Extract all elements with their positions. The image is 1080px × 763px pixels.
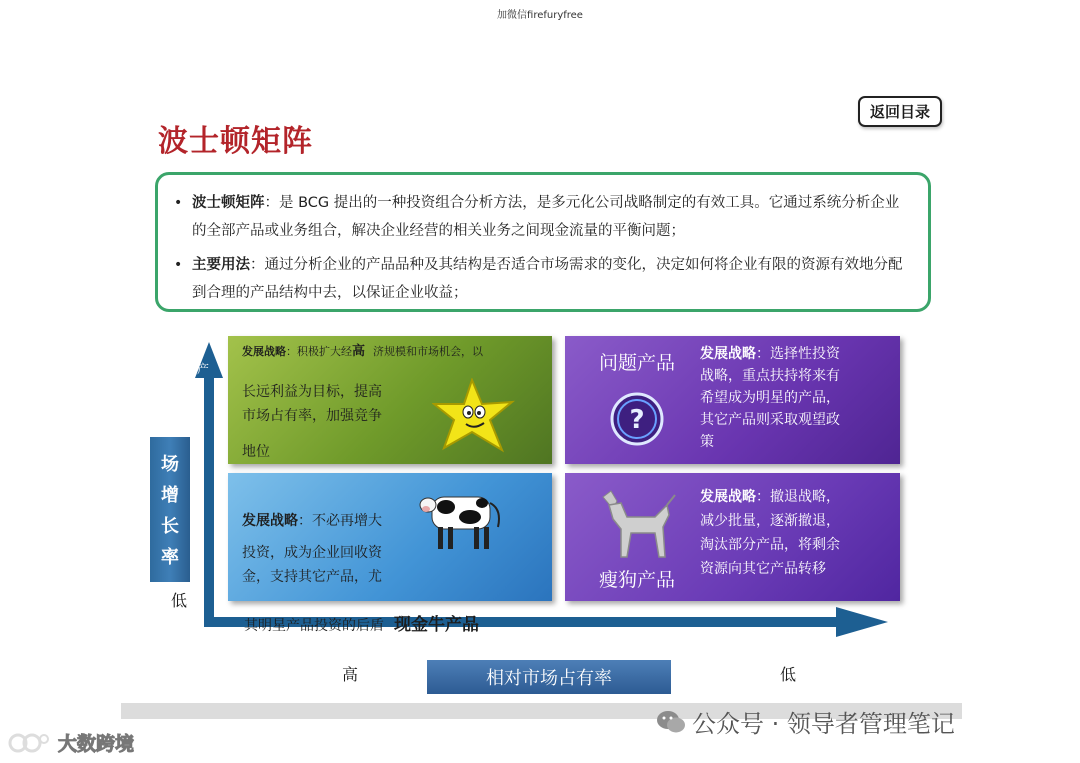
svg-text:?: ? xyxy=(629,405,645,435)
definition-text: 通过分析企业的产品品种及其结构是否适合市场需求的变化，决定如何将企业有限的资源有效地分配到合理的产品结构中去，以保证企业收益； xyxy=(192,257,903,301)
question-strategy-line2: 战略，重点扶持将来有 xyxy=(700,368,840,384)
strategy-text: ：撤退战略， xyxy=(756,489,840,505)
quadrant-dog xyxy=(565,473,900,601)
watermark-text: 公众号 · 领导者管理笔记 xyxy=(692,710,955,738)
dog-product-name: 瘦狗产品 xyxy=(599,569,676,591)
dog-strategy-line1 xyxy=(700,485,840,509)
definition-item xyxy=(174,251,910,307)
dog-strategy-line2: 减少批量，逐渐撤退， xyxy=(700,513,840,529)
watermark-wechat xyxy=(656,704,955,739)
wechat-icon xyxy=(656,709,686,735)
question-product-name: 问题产品 xyxy=(599,352,676,374)
strategy-term: 发展战略 xyxy=(700,489,756,505)
dog-icon xyxy=(595,487,677,563)
y-axis-line xyxy=(204,375,214,627)
y-axis-label-char: 场 xyxy=(161,453,179,475)
y-axis-label-char: 增 xyxy=(161,484,179,506)
y-axis-low-label: 低 xyxy=(171,591,188,610)
dog-strategy-line3: 淘汰部分产品，将剩余 xyxy=(700,537,840,553)
definition-sep: ： xyxy=(264,195,279,211)
brand-logo-icon xyxy=(8,731,52,755)
definition-box xyxy=(155,172,931,312)
watermark-brand xyxy=(8,729,134,756)
definition-text: 是 BCG 提出的一种投资组合分析方法，是多元化公司战略制定的有效工具。它通过系统分析企业的全部产品或业务组合，解决企业经营的相关业务之间现金流量的平衡问题； xyxy=(192,195,900,239)
definition-item xyxy=(174,189,910,245)
cow-strategy-line2: 投资，成为企业回收资 xyxy=(242,545,382,561)
bullet-icon: • xyxy=(174,195,183,211)
x-axis-label: 相对市场占有率 xyxy=(427,660,671,694)
star-strategy-line3: 市场占有率，加强竞争 xyxy=(242,408,382,424)
page-title: 波士顿矩阵 xyxy=(158,124,313,159)
x-axis-arrow-icon xyxy=(836,607,888,637)
strategy-text: 济规模和市场机会，以 xyxy=(373,345,484,358)
star-strategy-line1 xyxy=(242,344,483,360)
question-strategy-line3: 希望成为明星的产品， xyxy=(700,390,840,406)
star-strategy-line4: 地位 xyxy=(242,444,270,460)
cow-product-name: 现金牛产品 xyxy=(394,615,479,635)
strategy-term: 发展战略 xyxy=(242,513,298,529)
strategy-text: ：积极扩大经 xyxy=(286,345,352,358)
cow-strategy-line4 xyxy=(244,610,479,635)
question-strategy-line1 xyxy=(700,342,840,366)
cow-icon xyxy=(418,483,510,555)
y-axis-label xyxy=(150,437,190,582)
star-strategy-line2: 长远利益为目标，提高 xyxy=(242,384,382,400)
y-axis-fragment: 产 xyxy=(197,362,210,376)
star-icon xyxy=(432,378,516,454)
watermark-brand-text: 大数跨境 xyxy=(58,733,135,755)
strategy-term: 发展战略 xyxy=(242,345,286,358)
top-note: 加微信firefuryfree xyxy=(497,10,583,21)
strategy-text: 高 xyxy=(352,344,366,359)
x-axis-low-label: 低 xyxy=(780,665,797,684)
quadrant-star xyxy=(228,336,552,464)
x-axis-high-label: 高 xyxy=(342,665,359,684)
strategy-term: 发展战略 xyxy=(700,346,756,362)
dog-strategy-line4: 资源向其它产品转移 xyxy=(700,561,826,577)
definition-sep: ： xyxy=(250,257,265,273)
strategy-text: ：选择性投资 xyxy=(756,346,840,362)
question-icon xyxy=(609,391,665,447)
definition-term: 主要用法 xyxy=(192,257,250,273)
question-strategy-line5: 策 xyxy=(700,434,714,450)
y-axis-label-char: 长 xyxy=(161,516,179,538)
strategy-text: ：不必再增大 xyxy=(298,513,382,529)
bullet-icon: • xyxy=(174,257,183,273)
cow-strategy-line1 xyxy=(242,509,382,533)
y-axis-label-char: 率 xyxy=(161,547,179,569)
quadrant-question xyxy=(565,336,900,464)
strategy-text: 其明星产品投资的后盾 xyxy=(244,618,384,634)
question-strategy-line4: 其它产品则采取观望政 xyxy=(700,412,840,428)
cow-strategy-line3: 金，支持其它产品，尤 xyxy=(242,569,382,585)
back-to-contents-button[interactable]: 返回目录 xyxy=(858,96,942,127)
definition-term: 波士顿矩阵 xyxy=(192,195,265,211)
quadrant-cash-cow xyxy=(228,473,552,601)
